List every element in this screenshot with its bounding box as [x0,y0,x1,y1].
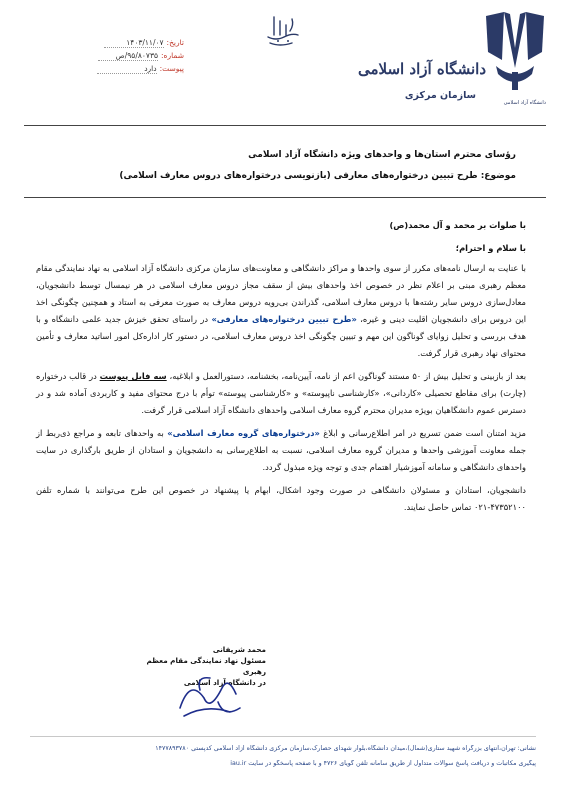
paragraph-2-text-b: در قالب درختواره (چارت) برای مقاطع تحصیلی «کاردانی»، «کارشناسی ناپیوسته» و «کارشناسی پیوسته» توأم با درج محتوای مفید و کاربردی آماده شد و در دسترس عموم دانشگاهیان بویژه مدیران محترم گروه معارف اسلامی واحدهای دانشگاه آزاد اسلامی قرار گرفت. [36,371,526,415]
meta-number-value: ۹۵/۸۰۷۳۵/ص [98,51,158,61]
letter-subject: موضوع: طرح تبیین درختواره‌های معارفی (بازنویسی درختواره‌های دروس معارف اسلامی) [119,171,516,181]
meta-attachment-label: پیوست: [159,64,184,73]
bism-calligraphy [262,11,302,49]
meta-attachment [74,62,184,75]
paragraph-1 [36,260,526,362]
university-logo [358,8,548,118]
letter-meta [74,36,184,75]
paragraph-2 [36,368,526,419]
paragraph-3-highlight: «درختواره‌های گروه معارف اسلامی» [167,428,320,438]
greeting-line: با سلام و احترام؛ [455,243,526,253]
meta-date-value: ۱۴۰۳/۱۱/۰۷ [104,38,164,48]
university-emblem-icon [482,8,548,100]
paragraph-1-text-a: با عنایت به ارسال نامه‌های مکرر از سوی واحدها و مراکز دانشگاهی و معاونت‌های سازمان مرکزی دانشگاه آزاد اسلامی به نهاد نمایندگی مقام معظم رهبری مبنی بر اعلام نظر در خصوص اخذ واحدهای بیش از سقف مجاز دروس معارف اسلامی در هر نیمسال توسط دانشجویان، معادل‌سازی دروس سایر رشته‌ها با دروس معارف اسلامی، گذراندن بی‌رویه دروس معارف به صورت معرفی به استاد و همچنین چگونگی اخذ این دروس برای دانشجویان اقلیت دینی و غیره، [36,263,526,324]
handwritten-signature-icon [170,668,250,724]
subject-divider [24,197,546,198]
signer-name: محمد شریفانی [212,645,266,654]
letter-addressee: رؤسای محترم استان‌ها و واحدهای ویژه دانشگاه آزاد اسلامی [248,150,516,160]
org-name: دانشگاه آزاد اسلامی [357,60,486,78]
paragraph-3-text-b: به واحدهای تابعه و مراجع ذی‌ربط از جمله معاونت آموزشی واحدها و مدیران گروه معارف اسلامی، نسبت به اطلاع‌رسانی به دانشجویان و استادان از طریق بارگذاری در سایت واحدهای دانشگاهی و سامانه آموزشیار اهتمام جدی و توجه ویژه مبذول گردد. [36,428,526,472]
bism-calligraphy-icon [262,11,302,49]
meta-number [74,49,184,62]
meta-number-label: شماره: [161,51,184,60]
paragraph-2-underlined: سه فایل پیوست [99,371,167,381]
footer-divider [30,736,536,737]
paragraph-3 [36,425,526,476]
salawat-line: با صلوات بر محمد و آل محمد(ص) [389,220,526,230]
footer-contact: پیگیری مکاتبات و دریافت پاسخ سوالات متداول از طریق سامانه تلفن گویای ۴۷۲۶ و با صفحه پاسخگو در سایت iau.ir [230,760,536,767]
signer-title-1: مسئول نهاد نمایندگی مقام معظم رهبری [146,656,266,676]
paragraph-2-text-a: بعد از بازبینی و تحلیل بیش از ۵۰ مستند گوناگون اعم از نامه، آیین‌نامه، بخشنامه، دستورالعمل و ابلاغیه، [166,371,527,381]
paragraph-1-highlight: «طرح تبیین درختواره‌های معارفی» [211,314,357,324]
meta-date [74,36,184,49]
org-mini-caption: دانشگاه آزاد اسلامی [503,100,546,106]
meta-attachment-value: دارد [97,64,157,74]
footer-address: نشانی: تهران،انتهای بزرگراه شهید ستاری(شمال)،میدان دانشگاه،بلوار شهدای حصارک،سازمان مرکزی دانشگاه آزاد اسلامی کدپستی ۱۴۷۷۸۹۳۷۸۰ [155,745,536,752]
letter-body [36,217,526,516]
signer-title-2: در دانشگاه آزاد اسلامی [183,678,266,687]
header-divider [24,125,546,126]
meta-date-label: تاریخ: [166,38,184,47]
org-unit: سازمان مرکزی [404,90,476,101]
paragraph-1-text-b: در راستای تحقق خیزش جدید علمی دانشگاه و با هدف بررسی و تحلیل زوایای گوناگون این مهم و تبیین چگونگی اخذ دروس معارف اسلامی، در دستور کار اداره‌کل امور اساتید معارف و تأمین محتوای نهاد رهبری قرار گرفت. [36,314,526,358]
paragraph-4: دانشجویان، استادان و مسئولان دانشگاهی در صورت وجود اشکال، ابهام یا پیشنهاد در خصوص این طرح می‌توانند با شماره تلفن ۴۷۳۵۲۱۰۰-۰۲۱ تماس حاصل نمایند. [36,485,526,512]
paragraph-3-text-a: مزید امتنان است ضمن تسریع در امر اطلاع‌رسانی و ابلاغ [319,428,526,438]
